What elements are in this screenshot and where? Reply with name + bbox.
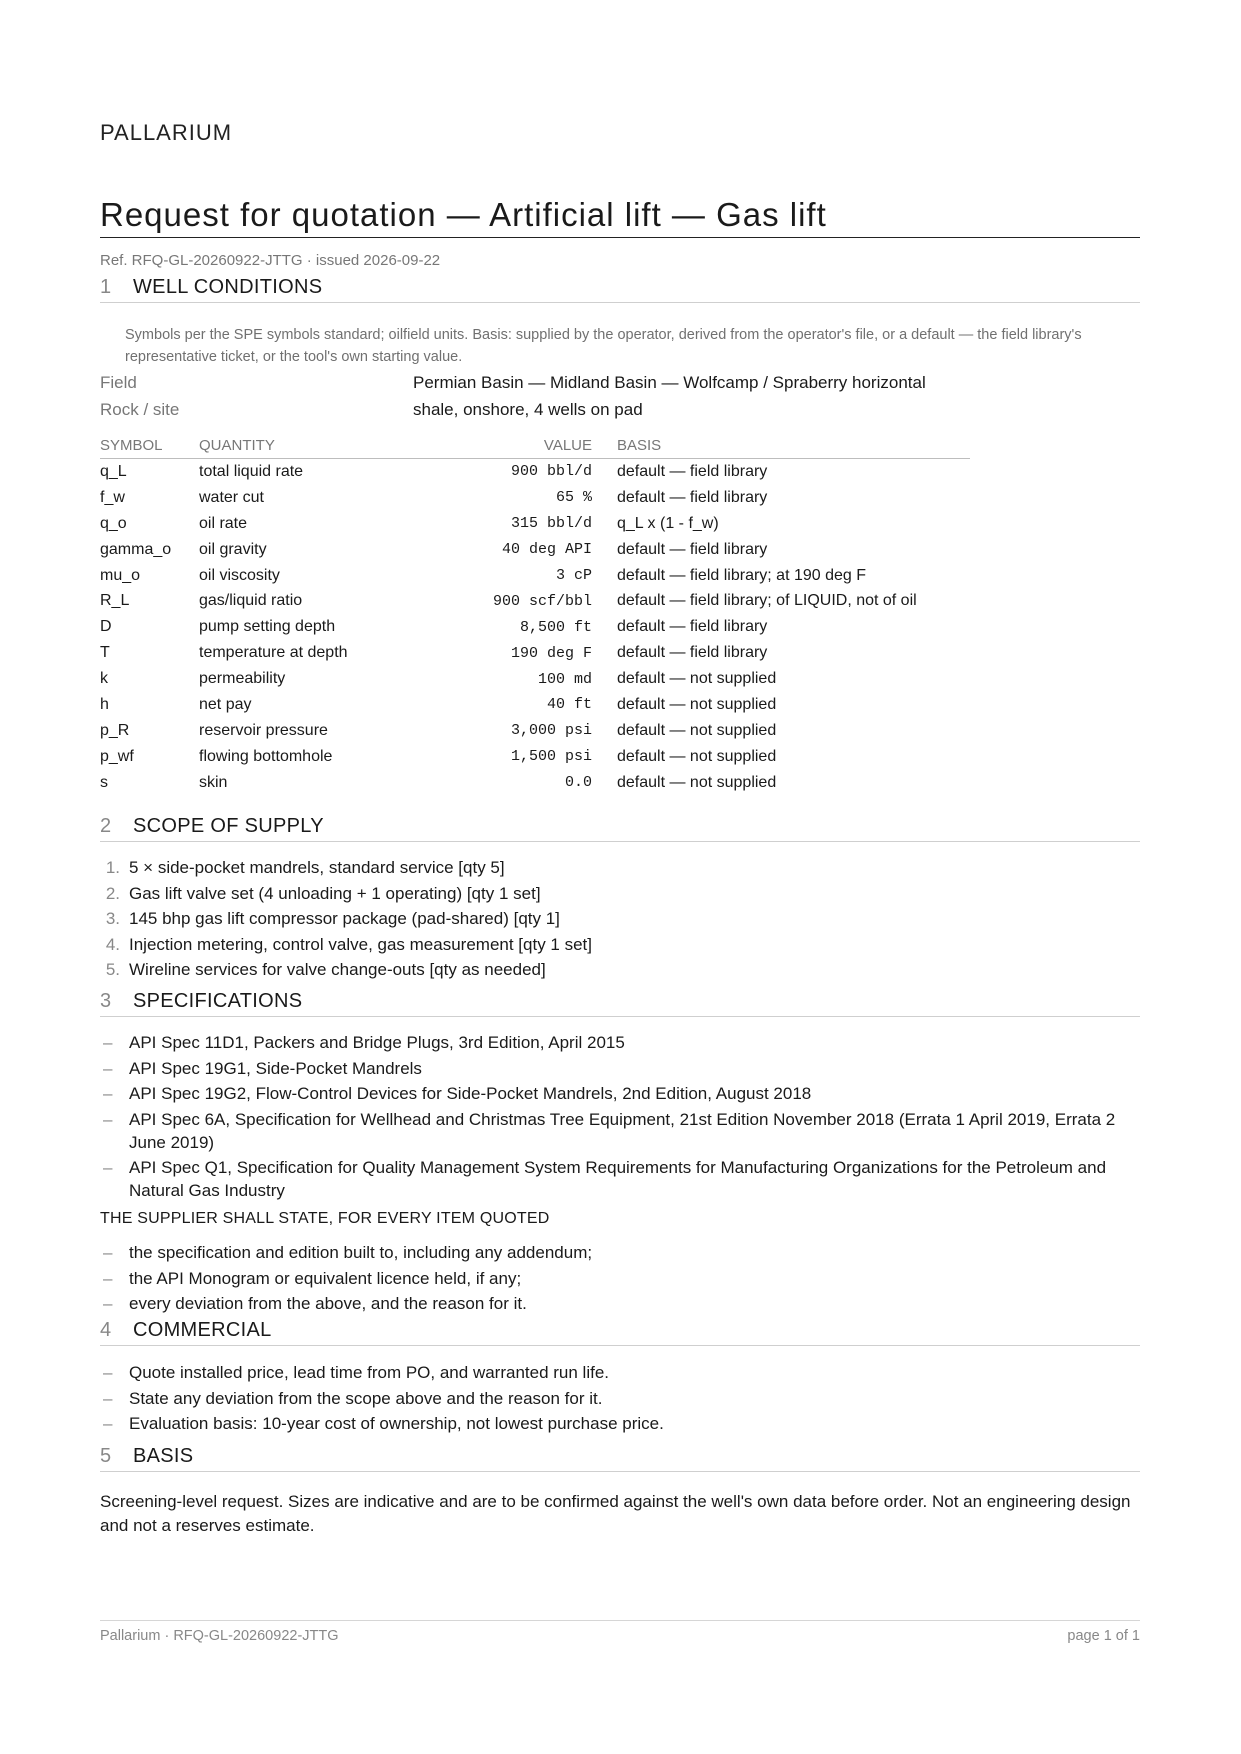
commercial-list — [100, 1361, 1140, 1438]
rock-site-label: Rock / site — [100, 400, 180, 419]
list-text: Gas lift valve set (4 unloading + 1 operating) [qty 1 set] — [129, 883, 541, 903]
table-row — [100, 692, 970, 718]
list-text: Evaluation basis: 10-year cost of ownership, not lowest purchase price. — [129, 1414, 664, 1433]
cell-quantity: total liquid rate — [199, 462, 304, 480]
list-item — [100, 1057, 1140, 1080]
dash-bullet: – — [103, 1268, 113, 1288]
cell-quantity: temperature at depth — [199, 644, 348, 662]
list-text: 145 bhp gas lift compressor package (pad-shared) [qty 1] — [129, 909, 560, 928]
dash-bullet: – — [103, 1414, 113, 1433]
list-item — [100, 933, 1140, 956]
dash-bullet: – — [103, 1109, 113, 1129]
table-row — [100, 666, 970, 692]
cell-symbol: gamma_o — [100, 540, 172, 558]
dash-bullet: – — [103, 1363, 113, 1382]
dash-bullet: – — [103, 1158, 113, 1177]
list-text: Injection metering, control valve, gas measurement [qty 1 set] — [129, 934, 593, 954]
footer-page-number: page 1 of 1 — [1067, 1628, 1140, 1644]
specifications-list — [100, 1031, 1140, 1205]
list-item — [100, 1361, 1140, 1384]
table-row — [100, 563, 970, 589]
list-item — [100, 1412, 1140, 1435]
cell-symbol: s — [100, 773, 108, 791]
cell-value: 3 cP — [555, 567, 592, 584]
rock-site-value: shale, onshore, 4 wells on pad — [413, 400, 643, 419]
table-row — [100, 718, 970, 744]
section-number: 3 — [100, 990, 112, 1012]
cell-value: 40 deg API — [501, 541, 592, 559]
list-number: 4. — [105, 934, 120, 954]
header-quantity: QUANTITY — [199, 432, 374, 459]
cell-quantity: water cut — [199, 488, 264, 506]
cell-basis: default — field library — [617, 462, 768, 480]
list-text: 5 × side-pocket mandrels, standard service [qty 5] — [129, 858, 505, 877]
cell-quantity: flowing bottomhole — [199, 747, 333, 765]
footer-document-id: Pallarium · RFQ-GL-20260922-JTTG — [100, 1628, 339, 1644]
cell-value: 40 ft — [546, 696, 592, 714]
list-item — [100, 882, 1140, 905]
list-text: API Spec 19G1, Side-Pocket Mandrels — [129, 1058, 422, 1078]
table-header-row — [100, 432, 970, 459]
list-text: API Spec Q1, Specification for Quality Management System Requirements for Manufacturing Organizations for the Petroleum and Natural Gas Industry — [129, 1158, 1107, 1200]
footer-divider — [100, 1620, 1140, 1621]
section-heading-scope-of-supply — [100, 813, 1140, 842]
reference-line: Ref. RFQ-GL-20260922-JTTG · issued 2026-09-22 — [100, 252, 441, 269]
cell-symbol: R_L — [100, 592, 130, 610]
section-title: WELL CONDITIONS — [133, 276, 323, 298]
cell-quantity: reservoir pressure — [199, 721, 328, 739]
cell-basis: default — not supplied — [617, 695, 777, 713]
cell-basis: default — field library — [617, 488, 768, 506]
cell-symbol: p_R — [100, 721, 130, 739]
section-title: SPECIFICATIONS — [133, 990, 303, 1012]
list-number: 3. — [105, 909, 120, 928]
section-title: BASIS — [133, 1445, 194, 1467]
dash-bullet: – — [103, 1294, 113, 1313]
list-text: Quote installed price, lead time from PO, and warranted run life. — [129, 1363, 610, 1382]
table-row — [100, 744, 970, 770]
cell-value: 8,500 ft — [519, 618, 592, 636]
list-number: 1. — [105, 858, 120, 877]
list-number: 2. — [105, 883, 120, 903]
table-row — [100, 511, 970, 537]
well-conditions-table — [100, 432, 970, 796]
cell-value: 900 scf/bbl — [492, 592, 592, 610]
table-row — [100, 770, 970, 796]
table-row — [100, 537, 970, 563]
list-text: API Spec 19G2, Flow-Control Devices for Side-Pocket Mandrels, 2nd Edition, August 2018 — [129, 1084, 812, 1103]
cell-basis: q_L x (1 - f_w) — [617, 514, 719, 532]
supplier-statement-list — [100, 1241, 1140, 1318]
cell-quantity: permeability — [199, 670, 286, 688]
section-title: SCOPE OF SUPPLY — [133, 815, 324, 837]
list-item — [100, 1156, 1140, 1202]
list-item — [100, 1292, 1140, 1315]
cell-symbol: q_L — [100, 462, 127, 480]
cell-quantity: gas/liquid ratio — [199, 592, 303, 610]
cell-basis: default — not supplied — [617, 721, 777, 739]
section-number: 5 — [100, 1445, 112, 1467]
cell-symbol: h — [100, 695, 109, 713]
cell-symbol: f_w — [100, 488, 125, 506]
page-title: Request for quotation — Artificial lift — Gas lift — [100, 196, 827, 233]
header-basis: BASIS — [592, 432, 970, 459]
cell-value: 900 bbl/d — [510, 463, 592, 481]
cell-basis: default — field library — [617, 540, 768, 558]
list-text: Wireline services for valve change-outs [qty as needed] — [129, 960, 546, 979]
cell-quantity: skin — [199, 773, 228, 791]
cell-value: 3,000 psi — [510, 722, 592, 740]
list-item — [100, 1241, 1140, 1264]
list-item — [100, 1108, 1140, 1154]
cell-symbol: T — [100, 644, 110, 662]
table-row — [100, 614, 970, 640]
list-text: the API Monogram or equivalent licence held, if any; — [129, 1268, 522, 1288]
dash-bullet: – — [103, 1084, 113, 1103]
cell-symbol: q_o — [100, 514, 127, 532]
section-heading-basis — [100, 1443, 1140, 1472]
cell-basis: default — field library — [617, 618, 768, 636]
cell-quantity: oil rate — [199, 514, 248, 532]
list-item — [100, 1031, 1140, 1054]
section-number: 1 — [100, 276, 112, 298]
supplier-statement-heading: THE SUPPLIER SHALL STATE, FOR EVERY ITEM QUOTED — [100, 1210, 550, 1227]
list-item — [100, 856, 1140, 879]
list-item — [100, 958, 1140, 981]
cell-quantity: net pay — [199, 695, 252, 713]
dash-bullet: – — [103, 1388, 113, 1408]
section-title: COMMERCIAL — [133, 1319, 272, 1341]
header-symbol: SYMBOL — [100, 432, 199, 459]
table-row — [100, 459, 970, 485]
list-text: API Spec 6A, Specification for Wellhead and Christmas Tree Equipment, 21st Edition November 2018 (Errata 1 April 2019, Errata 2 June 2019) — [129, 1109, 1116, 1152]
list-item — [100, 1267, 1140, 1290]
cell-value: 65 % — [555, 489, 592, 507]
cell-value: 100 md — [537, 670, 592, 688]
list-item — [100, 1082, 1140, 1105]
field-label: Field — [100, 373, 137, 392]
list-item — [100, 1387, 1140, 1410]
header-value: VALUE — [374, 432, 592, 459]
cell-quantity: oil gravity — [199, 540, 267, 558]
cell-symbol: p_wf — [100, 747, 134, 765]
basis-paragraph: Screening-level request. Sizes are indicative and are to be confirmed against the well's own data before order. Not an engineering design and not a reserves estimate. — [100, 1492, 1131, 1535]
cell-basis: default — not supplied — [617, 747, 777, 765]
section-number: 2 — [100, 815, 112, 837]
dash-bullet: – — [103, 1058, 113, 1078]
title-divider — [100, 237, 1140, 238]
section-number: 4 — [100, 1319, 112, 1341]
cell-symbol: k — [100, 670, 108, 688]
cell-symbol: D — [100, 618, 112, 636]
dash-bullet: – — [103, 1033, 113, 1052]
list-text: State any deviation from the scope above and the reason for it. — [129, 1388, 603, 1408]
dash-bullet: – — [103, 1243, 113, 1262]
cell-basis: default — field library; at 190 deg F — [617, 566, 867, 584]
cell-value: 1,500 psi — [510, 748, 592, 766]
table-row — [100, 640, 970, 666]
field-value: Permian Basin — Midland Basin — Wolfcamp / Spraberry horizontal — [413, 373, 926, 392]
section-heading-well-conditions — [100, 274, 1140, 303]
section-heading-commercial — [100, 1317, 1140, 1346]
cell-value: 190 deg F — [510, 644, 592, 662]
cell-basis: default — field library — [617, 644, 768, 662]
section-heading-specifications — [100, 988, 1140, 1017]
cell-quantity: oil viscosity — [199, 566, 280, 584]
list-text: API Spec 11D1, Packers and Bridge Plugs, 3rd Edition, April 2015 — [129, 1033, 625, 1052]
brand-name: PALLARIUM — [100, 120, 233, 145]
list-number: 5. — [105, 960, 120, 979]
symbols-note: Symbols per the SPE symbols standard; oilfield units. Basis: supplied by the operator, derived from the operator's file, or a default — the field library's representative ticket, or the tool's own starting value. — [125, 327, 1082, 365]
cell-symbol: mu_o — [100, 566, 141, 584]
list-text: the specification and edition built to, including any addendum; — [129, 1243, 593, 1262]
cell-basis: default — not supplied — [617, 670, 777, 688]
table-row — [100, 588, 970, 614]
list-text: every deviation from the above, and the reason for it. — [129, 1294, 527, 1313]
cell-quantity: pump setting depth — [199, 618, 336, 636]
table-row — [100, 485, 970, 511]
scope-list — [100, 856, 1140, 984]
cell-basis: default — field library; of LIQUID, not of oil — [617, 592, 917, 610]
cell-value: 315 bbl/d — [510, 515, 592, 533]
cell-value: 0.0 — [564, 774, 592, 792]
list-item — [100, 907, 1140, 930]
cell-basis: default — not supplied — [617, 773, 777, 791]
